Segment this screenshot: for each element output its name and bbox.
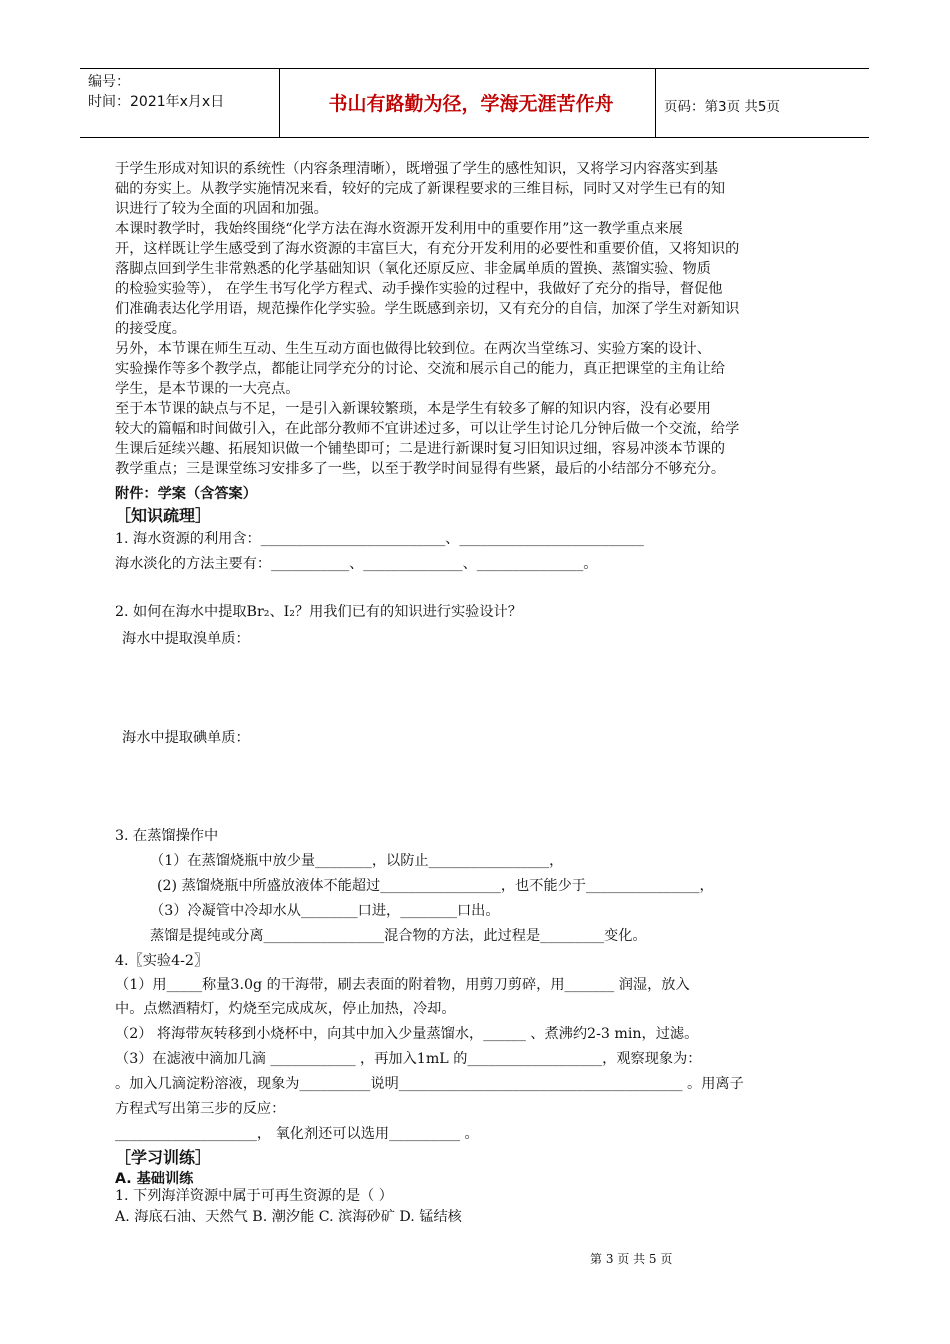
question-3-3: （3）冷凝管中冷却水从________口进，________口出。 [150,903,500,919]
page-footer: 第 3 页 共 5 页 [590,1252,673,1266]
question-4-1b: 中。点燃酒精灯，灼烧至完成成灰，停止加热，冷却。 [115,1001,456,1017]
question-4: 4.〖实验4-2〗 [115,953,209,969]
question-4-3a: （3）在滤液中滴加几滴 ____________ ，再加入1mL 的___________________，观察现象为： [115,1051,702,1067]
body-line: 础的夯实上。从教学实施情况来看，较好的完成了新课程要求的三维目标，同时又对学生已有的知 [115,181,726,197]
body-line: 至于本节课的缺点与不足，一是引入新课较繁琐，本是学生有较多了解的知识内容，没有必要用 [115,401,711,417]
body-line: 落脚点回到学生非常熟悉的化学基础知识（氧化还原反应、非金属单质的置换、蒸馏实验、物质 [115,261,711,277]
section-heading: ［学习训练］ [115,1148,212,1167]
mc-question-1: 1. 下列海洋资源中属于可再生资源的是（ ） [115,1188,393,1204]
body-line: 本课时教学时，我始终围绕“化学方法在海水资源开发利用中的重要作用”这一教学重点来展 [115,221,683,237]
body-line: 开，这样既让学生感受到了海水资源的丰富巨大，有充分开发利用的必要性和重要价值，又将知识的 [115,241,740,257]
body-line: 教学重点；三是课堂练习安排多了一些，以至于教学时间显得有些紧，最后的小结部分不够充分。 [115,461,726,477]
question-4-3d: ____________________， 氧化剂还可以选用__________ 。 [115,1126,479,1142]
date-label: 时间：2021年x月x日 [88,94,225,110]
subsection-heading: A. 基础训练 [115,1171,194,1187]
question-2-iodine: 海水中提取碘单质： [122,730,250,746]
question-3-1: （1）在蒸馏烧瓶中放少量________，以防止_________________， [150,853,564,869]
question-1a: 1. 海水资源的利用含：__________________________、__________________________ [115,531,644,547]
body-line: 较大的篇幅和时间做引入，在此部分教师不宜讲述过多，可以让学生讨论几分钟后做一个交流，给学 [115,421,740,437]
question-3-2: (2) 蒸馏烧瓶中所盛放液体不能超过_________________，也不能少于________________， [157,878,714,894]
question-2-bromine: 海水中提取溴单质： [122,631,250,647]
question-4-3c: 方程式写出第三步的反应： [115,1101,286,1117]
attachment-title: 附件：学案（含答案） [115,486,257,502]
section-heading: ［知识疏理］ [115,506,212,525]
body-line: 实验操作等多个教学点，都能让同学充分的讨论、交流和展示自己的能力，真正把课堂的主角让给 [115,361,726,377]
question-4-2: （2） 将海带灰转移到小烧杯中，向其中加入少量蒸馏水，______ 、煮沸约2-3 min，过滤。 [115,1026,699,1042]
number-label: 编号： [88,74,130,90]
question-3: 3. 在蒸馏操作中 [115,828,219,844]
question-4-1a: （1）用_____称量3.0g 的干海带，刷去表面的附着物，用剪刀剪碎，用_______ 润湿，放入 [115,977,690,993]
body-line: 的检验实验等）， 在学生书写化学方程式、动手操作实验的过程中，我做好了充分的指导，督促他 [115,281,723,297]
question-1b: 海水淡化的方法主要有：___________、______________、_______________。 [115,556,598,572]
body-line: 生课后延续兴趣、拓展知识做一个铺垫即可；二是进行新课时复习旧知识过细，容易冲淡本节课的 [115,441,726,457]
body-line: 识进行了较为全面的巩固和加强。 [115,201,328,217]
header-motto: 书山有路勤为径，学海无涯苦作舟 [328,93,614,115]
body-line: 学生，是本节课的一大亮点。 [115,381,300,397]
question-4-3b: 。加入几滴淀粉溶液，现象为__________说明________________________________________ 。用离子 [115,1076,744,1092]
question-2: 2. 如何在海水中提取Br₂、I₂？用我们已有的知识进行实验设计？ [115,604,522,620]
page-header [80,68,869,138]
body-line: 的接受度。 [115,321,186,337]
page-code: 页码：第3页 共5页 [664,99,780,115]
body-line: 于学生形成对知识的系统性（内容条理清晰），既增强了学生的感性知识，又将学习内容落实到基 [115,161,718,177]
body-line: 另外，本节课在师生互动、生生互动方面也做得比较到位。在两次当堂练习、实验方案的设计、 [115,341,711,357]
body-line: 们准确表达化学用语，规范操作化学实验。学生既感到亲切，又有充分的自信，加深了学生对新知识 [115,301,740,317]
question-3-4: 蒸馏是提纯或分离_________________混合物的方法，此过程是_________变化。 [150,928,647,944]
mc-question-1-options: A. 海底石油、天然气 B. 潮汐能 C. 滨海砂矿 D. 锰结核 [115,1209,462,1225]
